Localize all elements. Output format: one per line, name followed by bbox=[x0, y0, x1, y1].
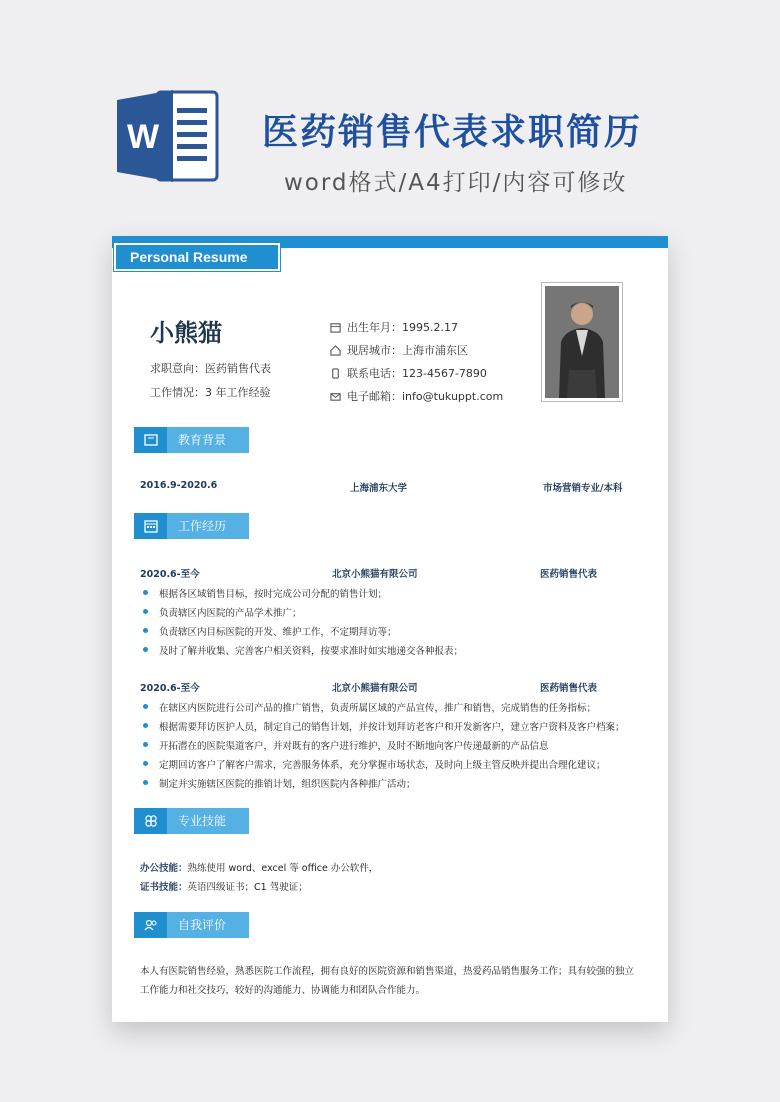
info-email bbox=[330, 388, 503, 404]
section-work bbox=[134, 513, 249, 539]
duty-item: 根据需要拜访医护人员，制定自己的销售计划，并按计划拜访老客户和开发新客户，建立客户资料及客户档案； bbox=[143, 719, 625, 733]
section-title: 教育背景 bbox=[167, 427, 249, 453]
job-company: 北京小熊猫有限公司 bbox=[332, 683, 418, 694]
duty-item: 负责辖区内医院的产品学术推广； bbox=[143, 605, 302, 619]
info-text: 电子邮箱：info@tukuppt.com bbox=[347, 390, 504, 403]
banner-subtitle: word格式/A4打印/内容可修改 bbox=[284, 170, 628, 196]
logo-letter: W bbox=[126, 118, 160, 156]
info-phone bbox=[330, 365, 487, 381]
edu-major: 市场营销专业/本科 bbox=[543, 483, 623, 494]
job-company: 北京小熊猫有限公司 bbox=[332, 569, 418, 580]
duty-item: 定期回访客户了解客户需求，完善服务体系，充分掌握市场状态，及时向上级主管反映并提出合理化建议； bbox=[143, 757, 606, 771]
info-birthdate bbox=[330, 319, 458, 335]
profile-photo bbox=[545, 286, 619, 398]
banner-title: 医药销售代表求职简历 bbox=[262, 112, 643, 153]
self-evaluation-text: 本人有医院销售经验，熟悉医院工作流程，拥有良好的医院资源和销售渠道，热爱药品销售服务工作；具有较强的独立工作能力和社交技巧，较好的沟通能力、协调能力和团队合作能力。 bbox=[140, 966, 635, 996]
info-city bbox=[330, 342, 468, 358]
mail-icon bbox=[330, 391, 341, 402]
info-text: 联系电话：123-4567-7890 bbox=[347, 367, 487, 380]
section-education bbox=[134, 427, 249, 453]
calendar-icon bbox=[330, 322, 341, 333]
section-title: 工作经历 bbox=[167, 513, 249, 539]
duty-item: 开拓潜在的医院渠道客户，并对既有的客户进行维护，及时不断地向客户传递最新的产品信息 bbox=[143, 738, 549, 752]
skill-certificate bbox=[140, 879, 308, 893]
resume-tag: Personal Resume bbox=[114, 243, 280, 271]
edu-period: 2016.9-2020.6 bbox=[140, 480, 218, 491]
skill-label: 证书技能： bbox=[140, 882, 188, 893]
duty-item: 负责辖区内目标医院的开发、维护工作，不定期拜访等； bbox=[143, 624, 397, 638]
job-intention: 求职意向：医药销售代表 bbox=[150, 362, 271, 375]
job-title: 医药销售代表 bbox=[540, 683, 598, 694]
section-title: 自我评价 bbox=[167, 912, 249, 938]
info-text: 出生年月：1995.2.17 bbox=[347, 321, 458, 334]
section-title: 专业技能 bbox=[167, 808, 249, 834]
duty-item: 制定并实施辖区医院的推销计划，组织医院内各种推广活动； bbox=[143, 776, 416, 790]
info-text: 现居城市：上海市浦东区 bbox=[347, 344, 468, 357]
users-icon bbox=[134, 912, 167, 938]
profile-photo-frame bbox=[541, 282, 623, 402]
duty-item: 及时了解并收集、完善客户相关资料，按要求准时如实地递交各种报表； bbox=[143, 643, 463, 657]
job-period: 2020.6-至今 bbox=[140, 683, 200, 694]
calendar-grid-icon bbox=[134, 513, 167, 539]
skill-text: 熟练使用 word、excel 等 office 办公软件， bbox=[187, 863, 379, 874]
job-title: 医药销售代表 bbox=[540, 569, 598, 580]
skill-label: 办公技能： bbox=[140, 863, 188, 874]
job-period: 2020.6-至今 bbox=[140, 569, 200, 580]
skill-office bbox=[140, 860, 378, 874]
resume-paper bbox=[112, 236, 668, 1022]
home-icon bbox=[330, 345, 341, 356]
word-logo-icon bbox=[113, 82, 221, 190]
work-status: 工作情况：3 年工作经验 bbox=[150, 386, 271, 399]
skill-text: 英语四级证书；C1 驾驶证； bbox=[187, 882, 308, 893]
duty-item: 根据各区域销售目标，按时完成公司分配的销售计划； bbox=[143, 586, 387, 600]
candidate-name: 小熊猫 bbox=[150, 319, 222, 347]
phone-icon bbox=[330, 368, 341, 379]
person-silhouette-icon bbox=[545, 286, 619, 398]
edu-school: 上海浦东大学 bbox=[350, 483, 408, 494]
book-icon bbox=[134, 427, 167, 453]
duty-item: 在辖区内医院进行公司产品的推广销售，负责所属区域的产品宣传，推广和销售，完成销售的任务指标； bbox=[143, 700, 596, 714]
section-skills bbox=[134, 808, 249, 834]
section-evaluation bbox=[134, 912, 249, 938]
flower-icon bbox=[134, 808, 167, 834]
